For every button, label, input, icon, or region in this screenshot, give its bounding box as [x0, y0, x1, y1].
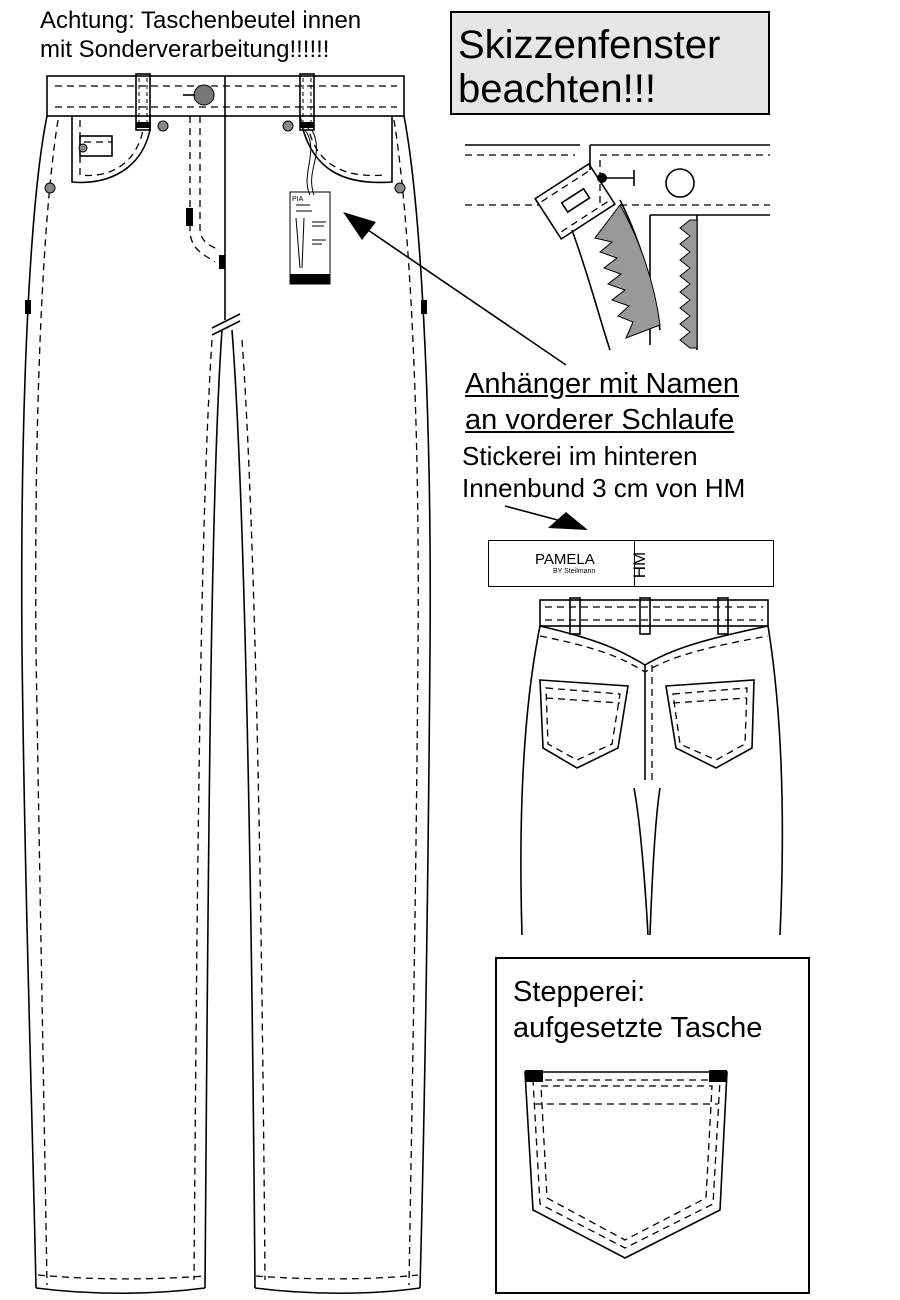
hangtag-note-line2: an vorderer Schlaufe [465, 404, 735, 436]
sketch-window-detail [465, 145, 770, 350]
embroidery-note [462, 440, 745, 504]
front-view-jeans [22, 74, 566, 1293]
sketch-window-line1: Skizzenfenster [458, 23, 721, 67]
embroidery-note-line1: Stickerei im hinteren [462, 441, 698, 471]
stitching-line1: Stepperei: [513, 976, 646, 1008]
pocket-bag-note-line1: Achtung: Taschenbeutel innen [40, 7, 362, 34]
embroidery-note-line2: Innenbund 3 cm von HM [462, 473, 746, 503]
hangtag-note [465, 366, 739, 438]
sketch-window-box [450, 11, 770, 115]
hangtag-name: PIA [292, 196, 304, 203]
hm-marker: HM [630, 551, 650, 579]
stitching-detail-box [495, 957, 810, 1294]
brand-name: PAMELA [535, 551, 595, 568]
pocket-bag-note-line2: mit Sonderverarbeitung!!!!!! [40, 36, 330, 63]
waist-button [194, 85, 214, 105]
hangtag-note-line1: Anhänger mit Namen [465, 368, 740, 400]
brand-sub: BY Steilmann [553, 568, 596, 575]
brand-label [488, 540, 774, 587]
stitching-line2: aufgesetzte Tasche [513, 1012, 763, 1044]
hangtag [290, 192, 330, 284]
pocket-bag-note [40, 6, 361, 64]
back-view-jeans [521, 598, 782, 935]
sketch-window-line2: beachten!!! [458, 67, 656, 111]
